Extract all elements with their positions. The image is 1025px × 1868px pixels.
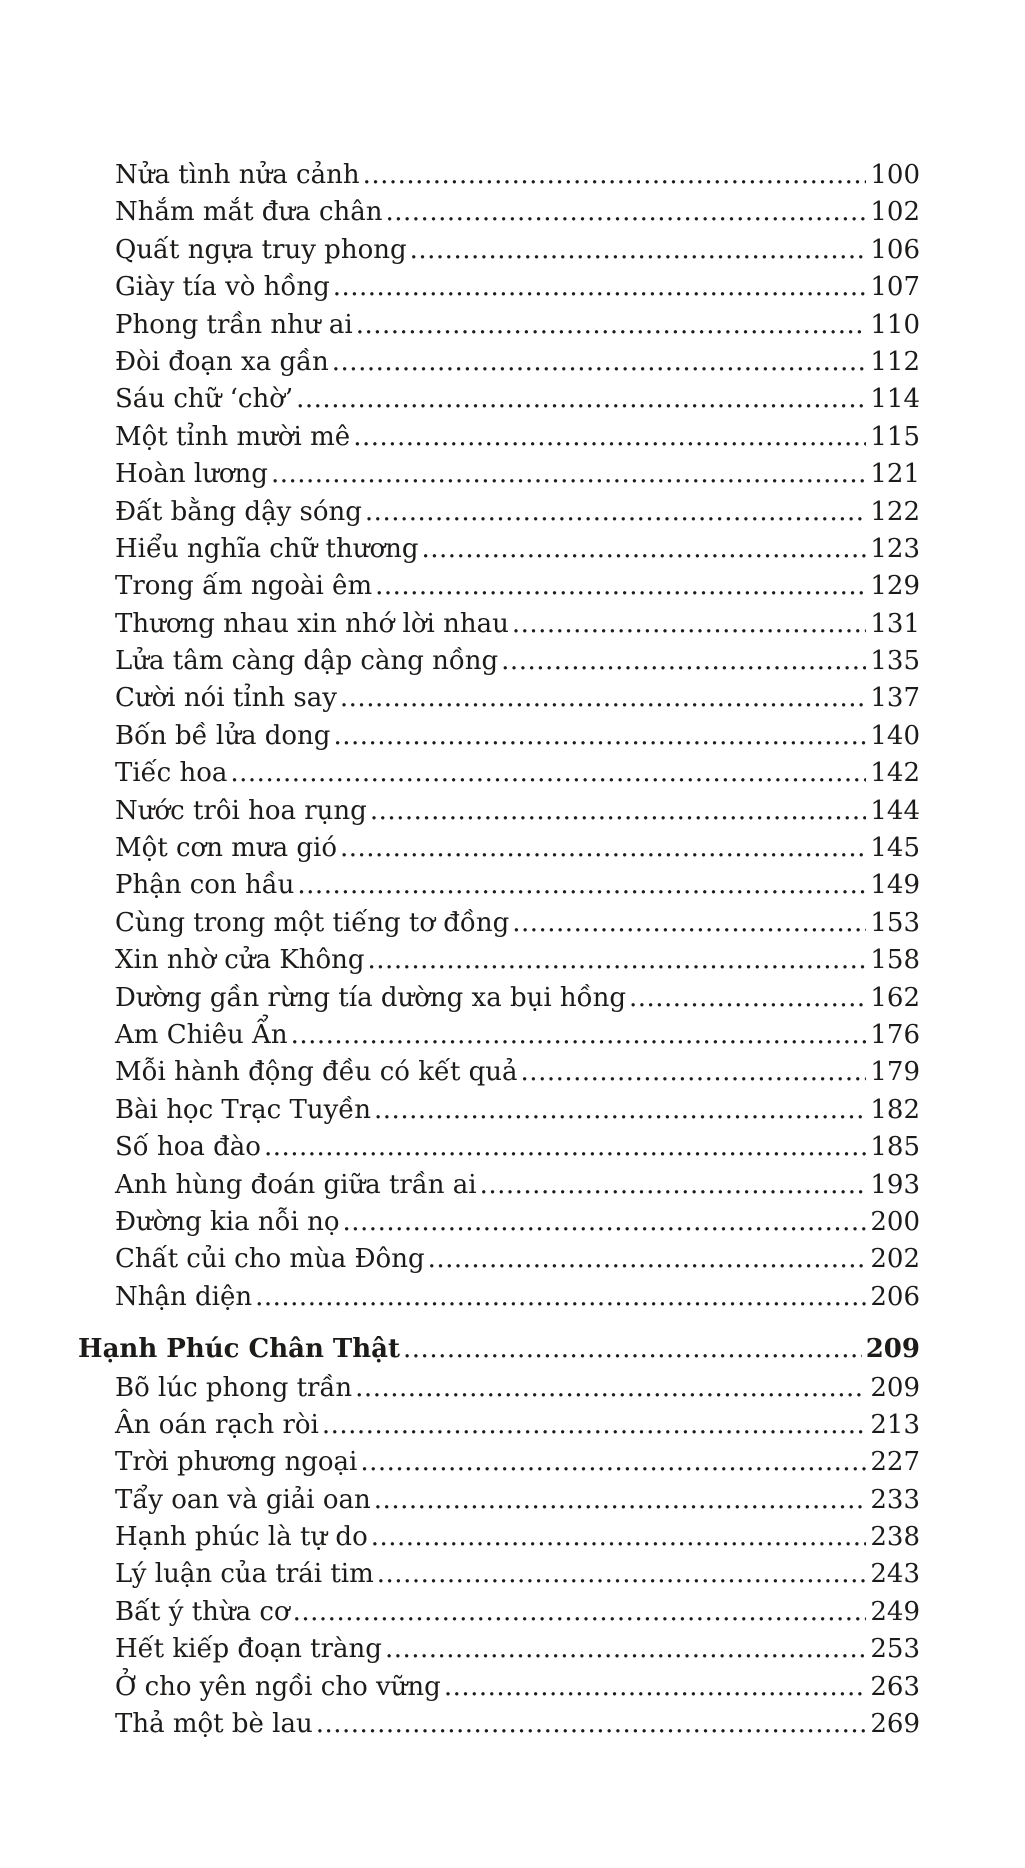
toc-entry-title: Số hoa đào [115,1132,261,1163]
toc-entry-title: Dường gần rừng tía dường xa bụi hồng [115,982,626,1013]
dot-leader [293,1594,867,1631]
dot-leader [291,1017,867,1054]
toc-entry-page-number: 149 [870,870,920,901]
toc-entry-page-number: 263 [870,1671,920,1702]
toc-entry [78,1556,920,1593]
dot-leader [629,980,866,1017]
toc-section-title: Hạnh Phúc Chân Thật [78,1334,401,1365]
toc-entry-title: Cùng trong một tiếng tơ đồng [115,907,510,938]
toc-entry-page-number: 102 [870,197,920,228]
toc-entry-title: Đòi đoạn xa gần [115,346,329,377]
toc-entry-page-number: 107 [870,272,920,303]
toc-entry-title: Bài học Trạc Tuyền [115,1094,372,1125]
toc-entry [78,1129,920,1166]
toc-entry-title: Hoàn lương [115,459,268,490]
dot-leader [365,494,866,531]
toc-entry [78,1017,920,1054]
toc-entry [78,718,920,755]
toc-entry-page-number: 193 [870,1169,920,1200]
dot-leader [356,307,867,344]
toc-entry-title: Hiểu nghĩa chữ thương [115,533,419,564]
dot-leader [428,1241,867,1278]
toc-entry-title: Mỗi hành động đều có kết quả [115,1057,518,1088]
toc-entry [78,905,920,942]
toc-entry [78,793,920,830]
toc-entry-title: Xin nhờ cửa Không [115,945,365,976]
toc-entry-title: Hạnh phúc là tự do [115,1522,368,1553]
toc-entry [78,1279,920,1316]
toc-entry-page-number: 209 [870,1372,920,1403]
toc-entry [78,157,920,194]
dot-leader [422,531,867,568]
dot-leader [332,344,867,381]
dot-leader [255,1279,866,1316]
toc-entry [78,307,920,344]
toc-entry-page-number: 121 [870,459,920,490]
dot-leader [363,157,867,194]
toc-entry-page-number: 110 [870,309,920,340]
dot-leader [353,419,866,456]
toc-entry [78,1482,920,1519]
toc-entry-title: Am Chiêu Ẩn [115,1019,288,1050]
dot-leader [512,606,867,643]
toc-entry-page-number: 269 [870,1709,920,1740]
table-of-contents [78,157,920,1743]
toc-entry-title: Giày tía vò hồng [115,272,330,303]
dot-leader [264,1129,866,1166]
toc-entry-title: Bõ lúc phong trần [115,1372,353,1403]
toc-entry-page-number: 131 [870,608,920,639]
dot-leader [410,232,867,269]
toc-entry-title: Thương nhau xin nhớ lời nhau [115,608,509,639]
toc-entry-page-number: 182 [870,1094,920,1125]
toc-entry-page-number: 200 [870,1206,920,1237]
toc-entry [78,531,920,568]
toc-entry [78,1444,920,1481]
dot-leader [480,1167,867,1204]
toc-entry [78,1054,920,1091]
toc-entry-page-number: 129 [870,571,920,602]
toc-entry [78,755,920,792]
toc-entry [78,568,920,605]
toc-section-page-number: 209 [865,1334,920,1365]
toc-entry [78,1241,920,1278]
toc-entry-page-number: 213 [870,1409,920,1440]
toc-entry-page-number: 145 [870,833,920,864]
dot-leader [403,1331,862,1368]
dot-leader [340,680,866,717]
toc-entry [78,456,920,493]
toc-entry [78,867,920,904]
toc-entry-title: Sáu chữ ‘chờ’ [115,384,294,415]
toc-entry-page-number: 153 [870,907,920,938]
toc-entry-title: Tẩy oan và giải oan [115,1484,371,1515]
toc-entry-page-number: 137 [870,683,920,714]
toc-entry-page-number: 185 [870,1132,920,1163]
dot-leader [340,830,866,867]
toc-entry-page-number: 122 [870,496,920,527]
toc-entry-title: Tiếc hoa [115,758,228,789]
toc-entry-page-number: 158 [870,945,920,976]
dot-leader [375,568,866,605]
toc-entry-page-number: 179 [870,1057,920,1088]
dot-leader [355,1370,866,1407]
dot-leader [501,643,866,680]
toc-entry [78,1669,920,1706]
toc-entry [78,1631,920,1668]
toc-entry-page-number: 100 [870,160,920,190]
toc-entry-page-number: 112 [870,346,920,377]
dot-leader [333,718,866,755]
toc-entry-title: Bất ý thừa cơ [115,1596,290,1627]
dot-leader [316,1706,867,1743]
toc-entry-title: Phận con hầu [115,870,295,901]
toc-entry-page-number: 253 [870,1634,920,1665]
dot-leader [521,1054,867,1091]
toc-entry [78,269,920,306]
toc-entry [78,1092,920,1129]
dot-leader [322,1407,867,1444]
toc-entry [78,830,920,867]
toc-entry-page-number: 106 [870,234,920,265]
toc-entry [78,1167,920,1204]
toc-entry-page-number: 140 [870,720,920,751]
toc-entry [78,643,920,680]
toc-entry-title: Anh hùng đoán giữa trần ai [115,1169,477,1200]
toc-entry-title: Nửa tình nửa cảnh [115,160,360,190]
dot-leader [333,269,867,306]
toc-entry-page-number: 144 [870,795,920,826]
toc-entry-title: Thả một bè lau [115,1709,313,1740]
toc-entry-title: Lý luận của trái tim [115,1559,374,1590]
toc-entry-title: Cười nói tỉnh say [115,683,337,714]
toc-entry-title: Nước trôi hoa rụng [115,795,367,826]
toc-entry-title: Phong trần như ai [115,309,353,340]
toc-entry-page-number: 243 [870,1559,920,1590]
dot-leader [368,942,867,979]
toc-entry-page-number: 249 [870,1596,920,1627]
toc-entry [78,344,920,381]
toc-entry [78,494,920,531]
toc-entry-title: Đường kia nỗi nọ [115,1206,340,1237]
toc-entry [78,419,920,456]
dot-leader [230,755,866,792]
toc-entry [78,1706,920,1743]
toc-entry [78,606,920,643]
dot-leader [385,1631,866,1668]
dot-leader [370,793,867,830]
toc-entry-page-number: 206 [870,1281,920,1312]
toc-entry-title: Trời phương ngoại [115,1447,358,1478]
toc-entry-page-number: 227 [870,1447,920,1478]
dot-leader [386,194,867,231]
toc-entry [78,1519,920,1556]
toc-entry-page-number: 202 [870,1244,920,1275]
toc-entry-title: Nhận diện [115,1281,253,1312]
toc-entry [78,1204,920,1241]
toc-entry-title: Bốn bề lửa dong [115,720,331,751]
toc-entry-page-number: 123 [870,533,920,564]
toc-entry-title: Trong ấm ngoài êm [115,571,373,602]
toc-entry-page-number: 162 [870,982,920,1013]
toc-entry-page-number: 135 [870,646,920,677]
toc-entry-title: Một tỉnh mười mê [115,421,351,452]
toc-entry [78,1407,920,1444]
toc-entry-title: Một cơn mưa gió [115,833,337,864]
toc-section-entry-list [78,1370,920,1744]
toc-entry [78,194,920,231]
toc-entry-title: Ở cho yên ngồi cho vững [115,1671,441,1702]
toc-entry-title: Hết kiếp đoạn tràng [115,1634,382,1665]
toc-entry [78,980,920,1017]
toc-entry-page-number: 142 [870,758,920,789]
dot-leader [512,905,866,942]
toc-entry-page-number: 114 [870,384,920,415]
toc-entry-page-number: 176 [870,1019,920,1050]
toc-entry [78,232,920,269]
toc-entry [78,381,920,418]
dot-leader [374,1092,866,1129]
dot-leader [371,1519,867,1556]
toc-entry-title: Nhắm mắt đưa chân [115,197,383,228]
toc-entry-page-number: 238 [870,1522,920,1553]
toc-entry-title: Chất củi cho mùa Đông [115,1244,425,1275]
dot-leader [296,381,866,418]
dot-leader [297,867,866,904]
dot-leader [271,456,866,493]
toc-entry [78,942,920,979]
toc-entry-title: Đất bằng dậy sóng [115,496,362,527]
toc-entry [78,680,920,717]
toc-entry [78,1370,920,1407]
dot-leader [377,1556,867,1593]
dot-leader [374,1482,867,1519]
toc-section-heading [78,1331,920,1368]
toc-entry-title: Lửa tâm càng dập càng nồng [115,646,499,677]
toc-entry-page-number: 115 [870,421,920,452]
toc-entry-title: Quất ngựa truy phong [115,234,407,265]
toc-entry-title: Ân oán rạch ròi [115,1409,319,1440]
toc-entry-list [78,157,920,1316]
toc-entry-page-number: 233 [870,1484,920,1515]
toc-entry [78,1594,920,1631]
dot-leader [444,1669,867,1706]
dot-leader [360,1444,866,1481]
dot-leader [343,1204,867,1241]
